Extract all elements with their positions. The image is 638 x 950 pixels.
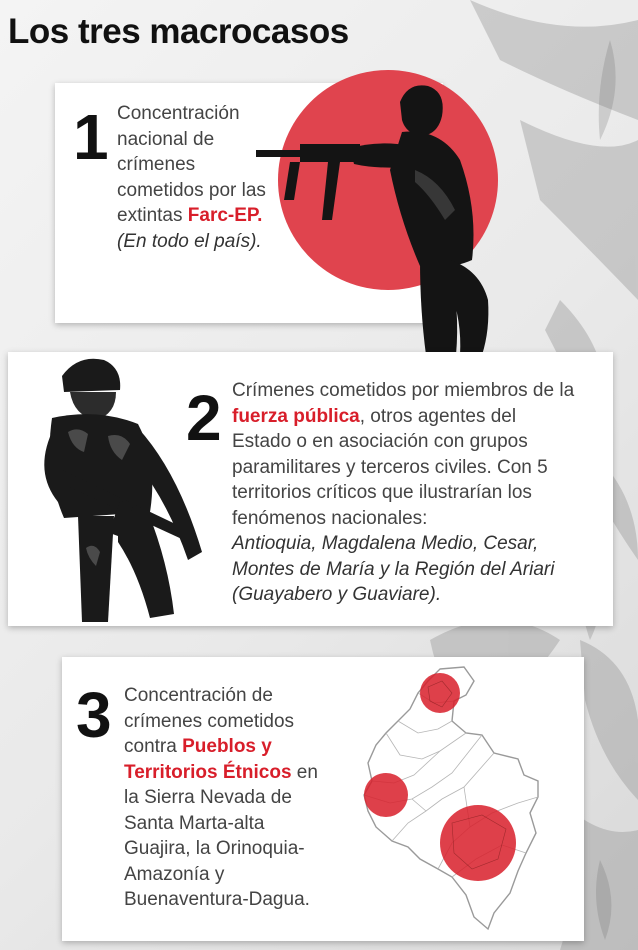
region-circle-orinoquia-amazonia: [440, 805, 516, 881]
region-circle-buenaventura: [364, 773, 408, 817]
case-1-text-before: Concentración nacional de crímenes cometidos por las extintas: [117, 103, 266, 226]
case-number-2: 2: [186, 382, 222, 454]
case-2-italic: Antioquia, Magdalena Medio, Cesar, Montes de María y la Región del Ariari (Guayabero y Guaviare).: [232, 533, 555, 605]
case-card-3: [62, 657, 584, 941]
case-2-text-before: Crímenes cometidos por miembros de la: [232, 380, 575, 401]
colombia-map: [342, 663, 562, 933]
case-2-highlight: fuerza pública: [232, 405, 360, 427]
case-text-1: [117, 101, 267, 254]
soldier-illustration: [18, 352, 218, 624]
guerrilla-illustration: [250, 70, 510, 360]
region-circle-sierra-nevada: [420, 673, 460, 713]
case-number-1: 1: [73, 101, 109, 173]
case-number-3: 3: [76, 679, 112, 751]
case-3-text-before: Concentración de crímenes cometidos contra: [124, 685, 295, 757]
case-2-text-after: , otros agentes del Estado o en asociación con grupos paramilitares y terceros civiles. Con 5 territorios críticos que ilustrarían los fenómenos nacionales:: [232, 405, 548, 529]
case-text-2: [232, 378, 577, 608]
case-1-highlight: Farc-EP.: [187, 205, 263, 226]
case-1-italic: (En todo el país).: [117, 230, 262, 252]
case-3-highlight: Pueblos y Territorios Étnicos: [124, 736, 292, 783]
case-3-text-after: en la Sierra Nevada de Santa Marta-alta Guajira, la Orinoquia-Amazonía y Buenaventura-Dagua.: [124, 761, 318, 910]
page-title: Los tres macrocasos: [8, 12, 349, 51]
case-text-3: [124, 683, 334, 913]
